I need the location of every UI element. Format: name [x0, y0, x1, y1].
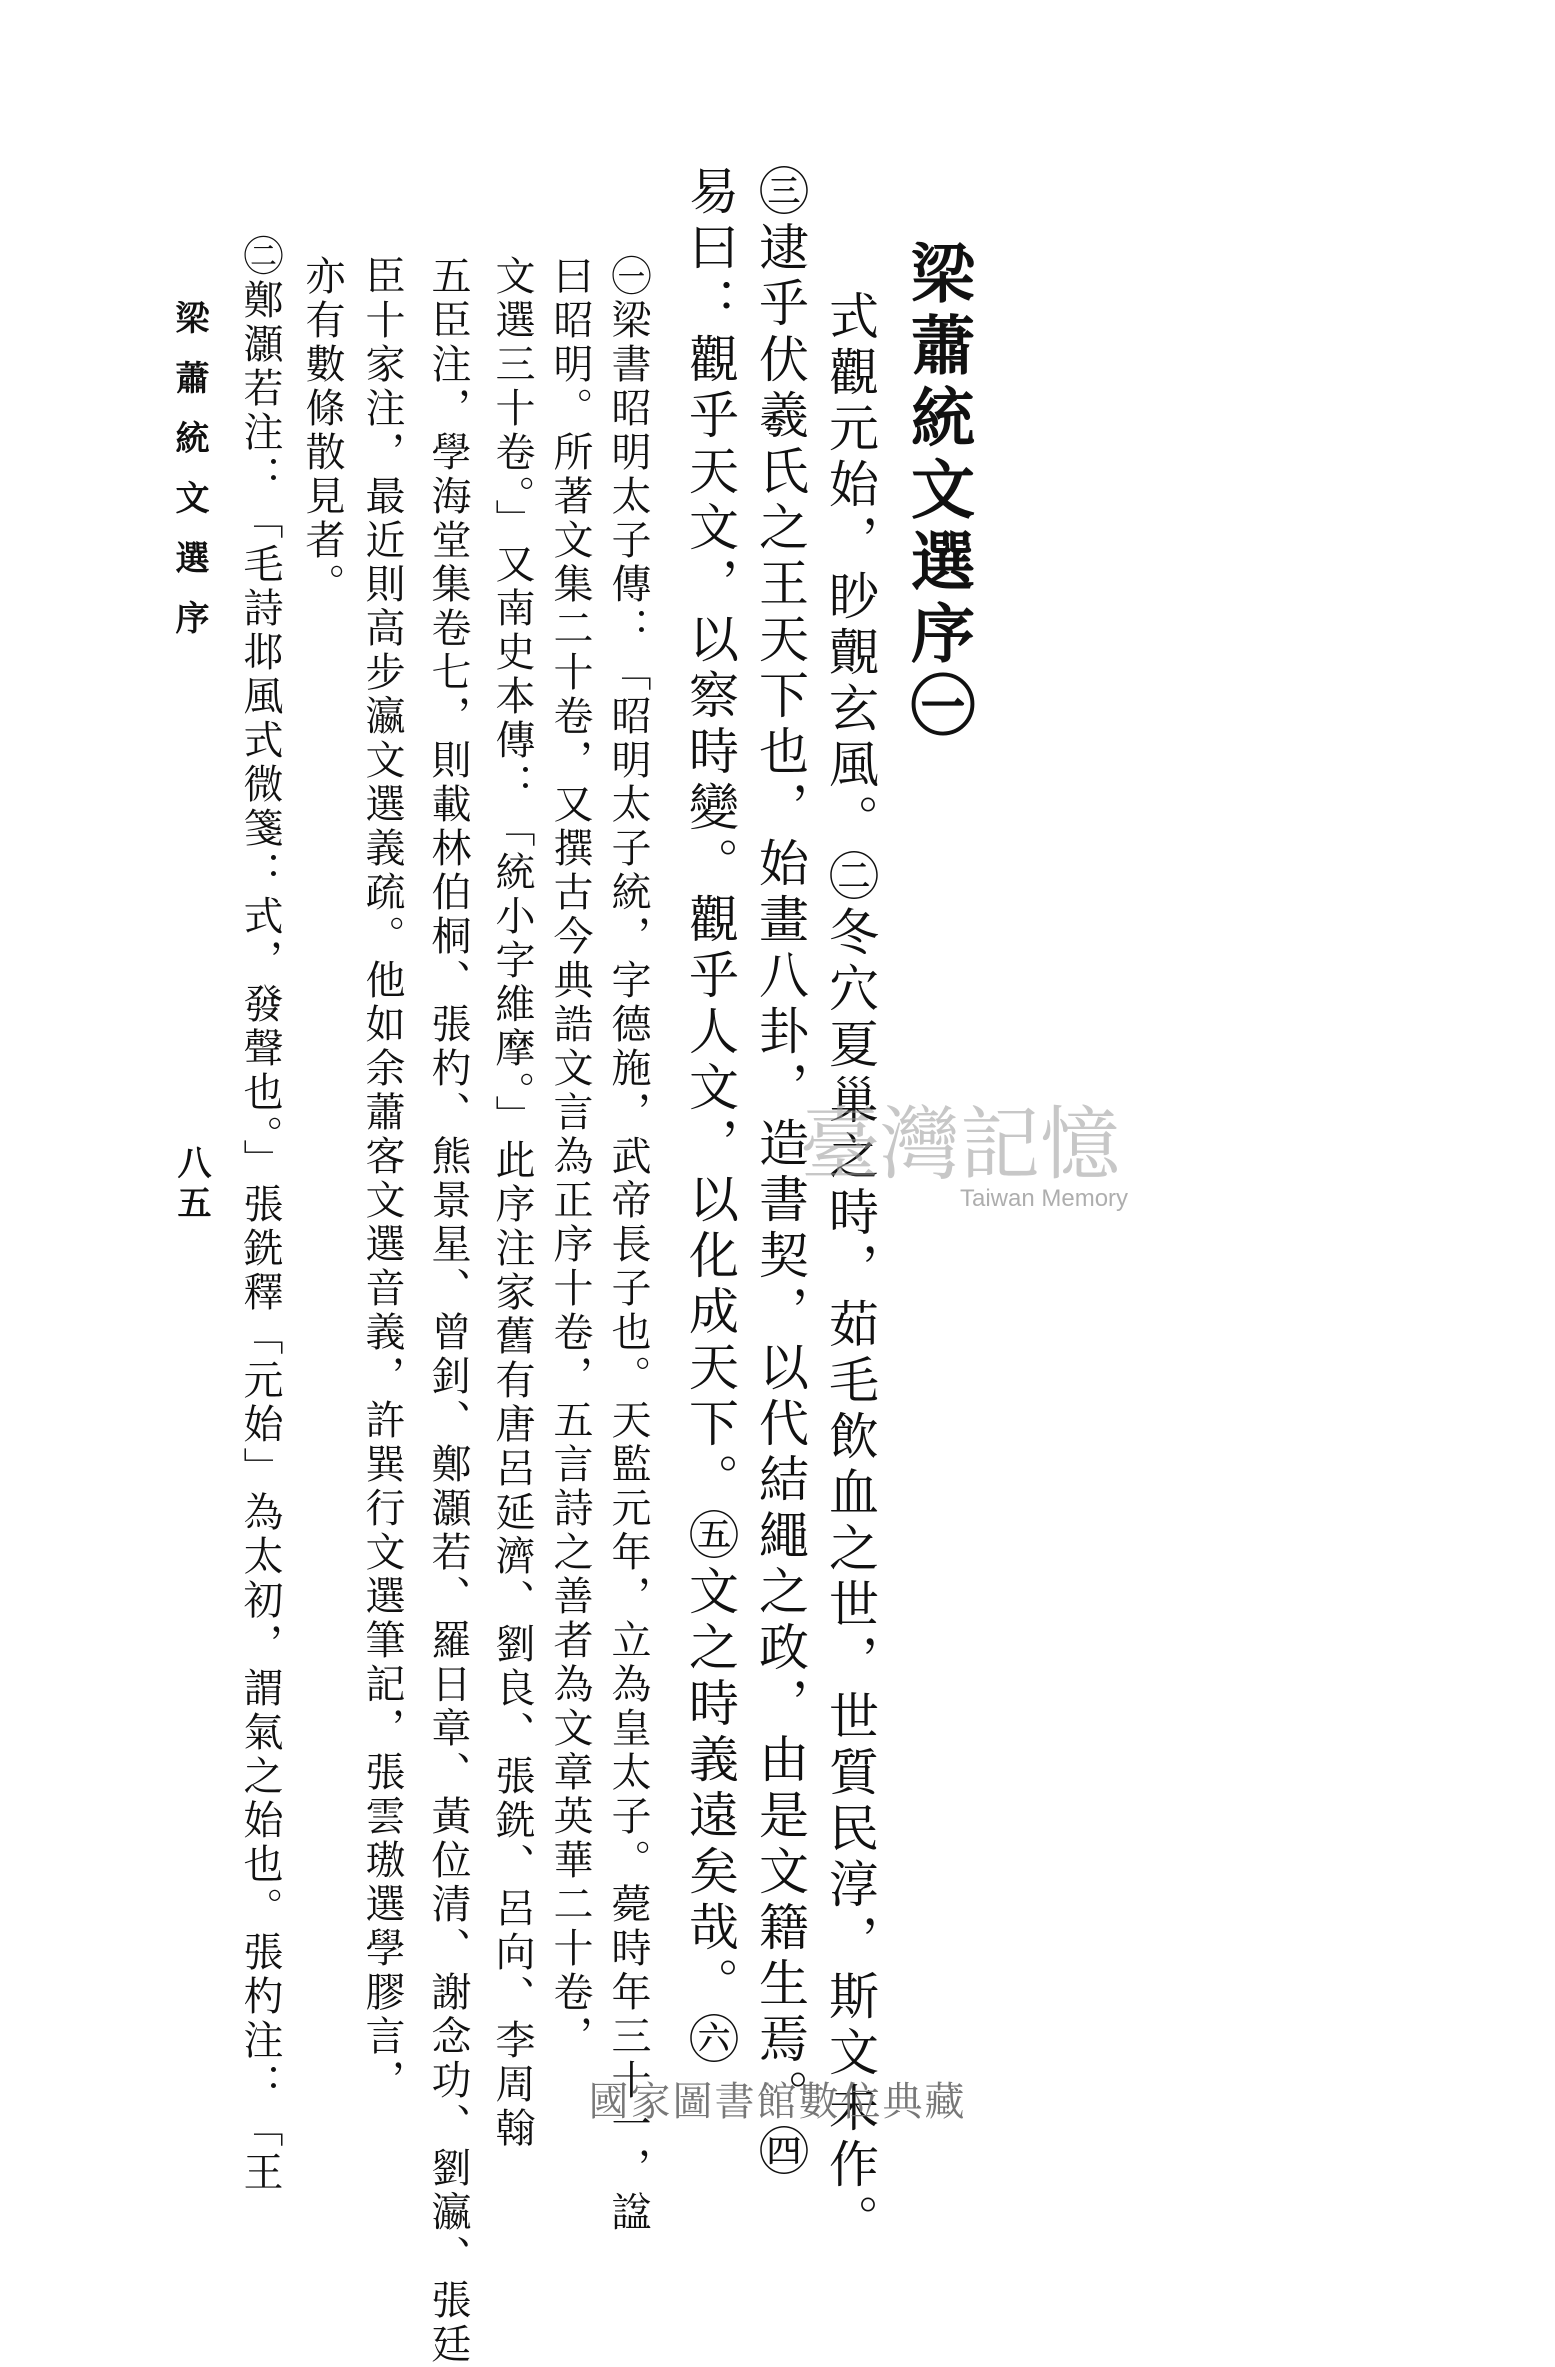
note-line-6: 亦有數條散見者。	[299, 255, 345, 607]
document-title: 梁蕭統文選序㊀	[900, 240, 975, 744]
note-line-3: 文選三十卷。」又南史本傳：「統小字維摩。」此序注家舊有唐呂延濟、劉良、張銑、呂向、李周翰	[489, 255, 535, 2151]
margin-running-title: 梁蕭統文選序	[169, 300, 209, 660]
note-line-4: 五臣注，學海堂集卷七，則載林伯桐、張杓、熊景星、曾釗、鄭灝若、羅日章、黃位清、謝念功、劉瀛、張廷	[425, 255, 471, 2367]
note-line-1: ㊀梁書昭明太子傳：「昭明太子統，字德施，武帝長子也。天監元年，立為皇太子。薨時年三十一，諡	[605, 255, 651, 2235]
main-text-line-3: 易曰：觀乎天文，以察時變。觀乎人文，以化成天下。㊄文之時義遠矣哉。㊅	[681, 165, 739, 2069]
watermark-logo: 臺灣記憶	[800, 1098, 1120, 1191]
page-number: 八五	[171, 1145, 211, 1225]
footer-caption: 國家圖書館數位典藏	[588, 2079, 967, 2125]
note-line-5: 臣十家注，最近則高步瀛文選義疏。他如余蕭客文選音義，許巽行文選筆記，張雲璈選學膠言，	[359, 255, 405, 2103]
main-text-line-1: 式觀元始，眇覿玄風。㊁冬穴夏巢之時，茹毛飲血之世，世質民淳，斯文未作。	[821, 290, 879, 2250]
main-text-line-2: ㊂逮乎伏羲氏之王天下也，始畫八卦，造書契，以代結繩之政，由是文籍生焉。㊃	[751, 165, 809, 2181]
note-line-2: 曰昭明。所著文集二十卷，又撰古今典誥文言為正序十卷，五言詩之善者為文章英華二十卷，	[547, 255, 593, 2059]
watermark-subtitle: Taiwan Memory	[960, 1185, 1129, 1212]
note-line-7: ㊁鄭灝若注：「毛詩邶風式微箋：式，發聲也。」張銑釋「元始」為太初，謂氣之始也。張杓注：「王	[237, 235, 283, 2195]
